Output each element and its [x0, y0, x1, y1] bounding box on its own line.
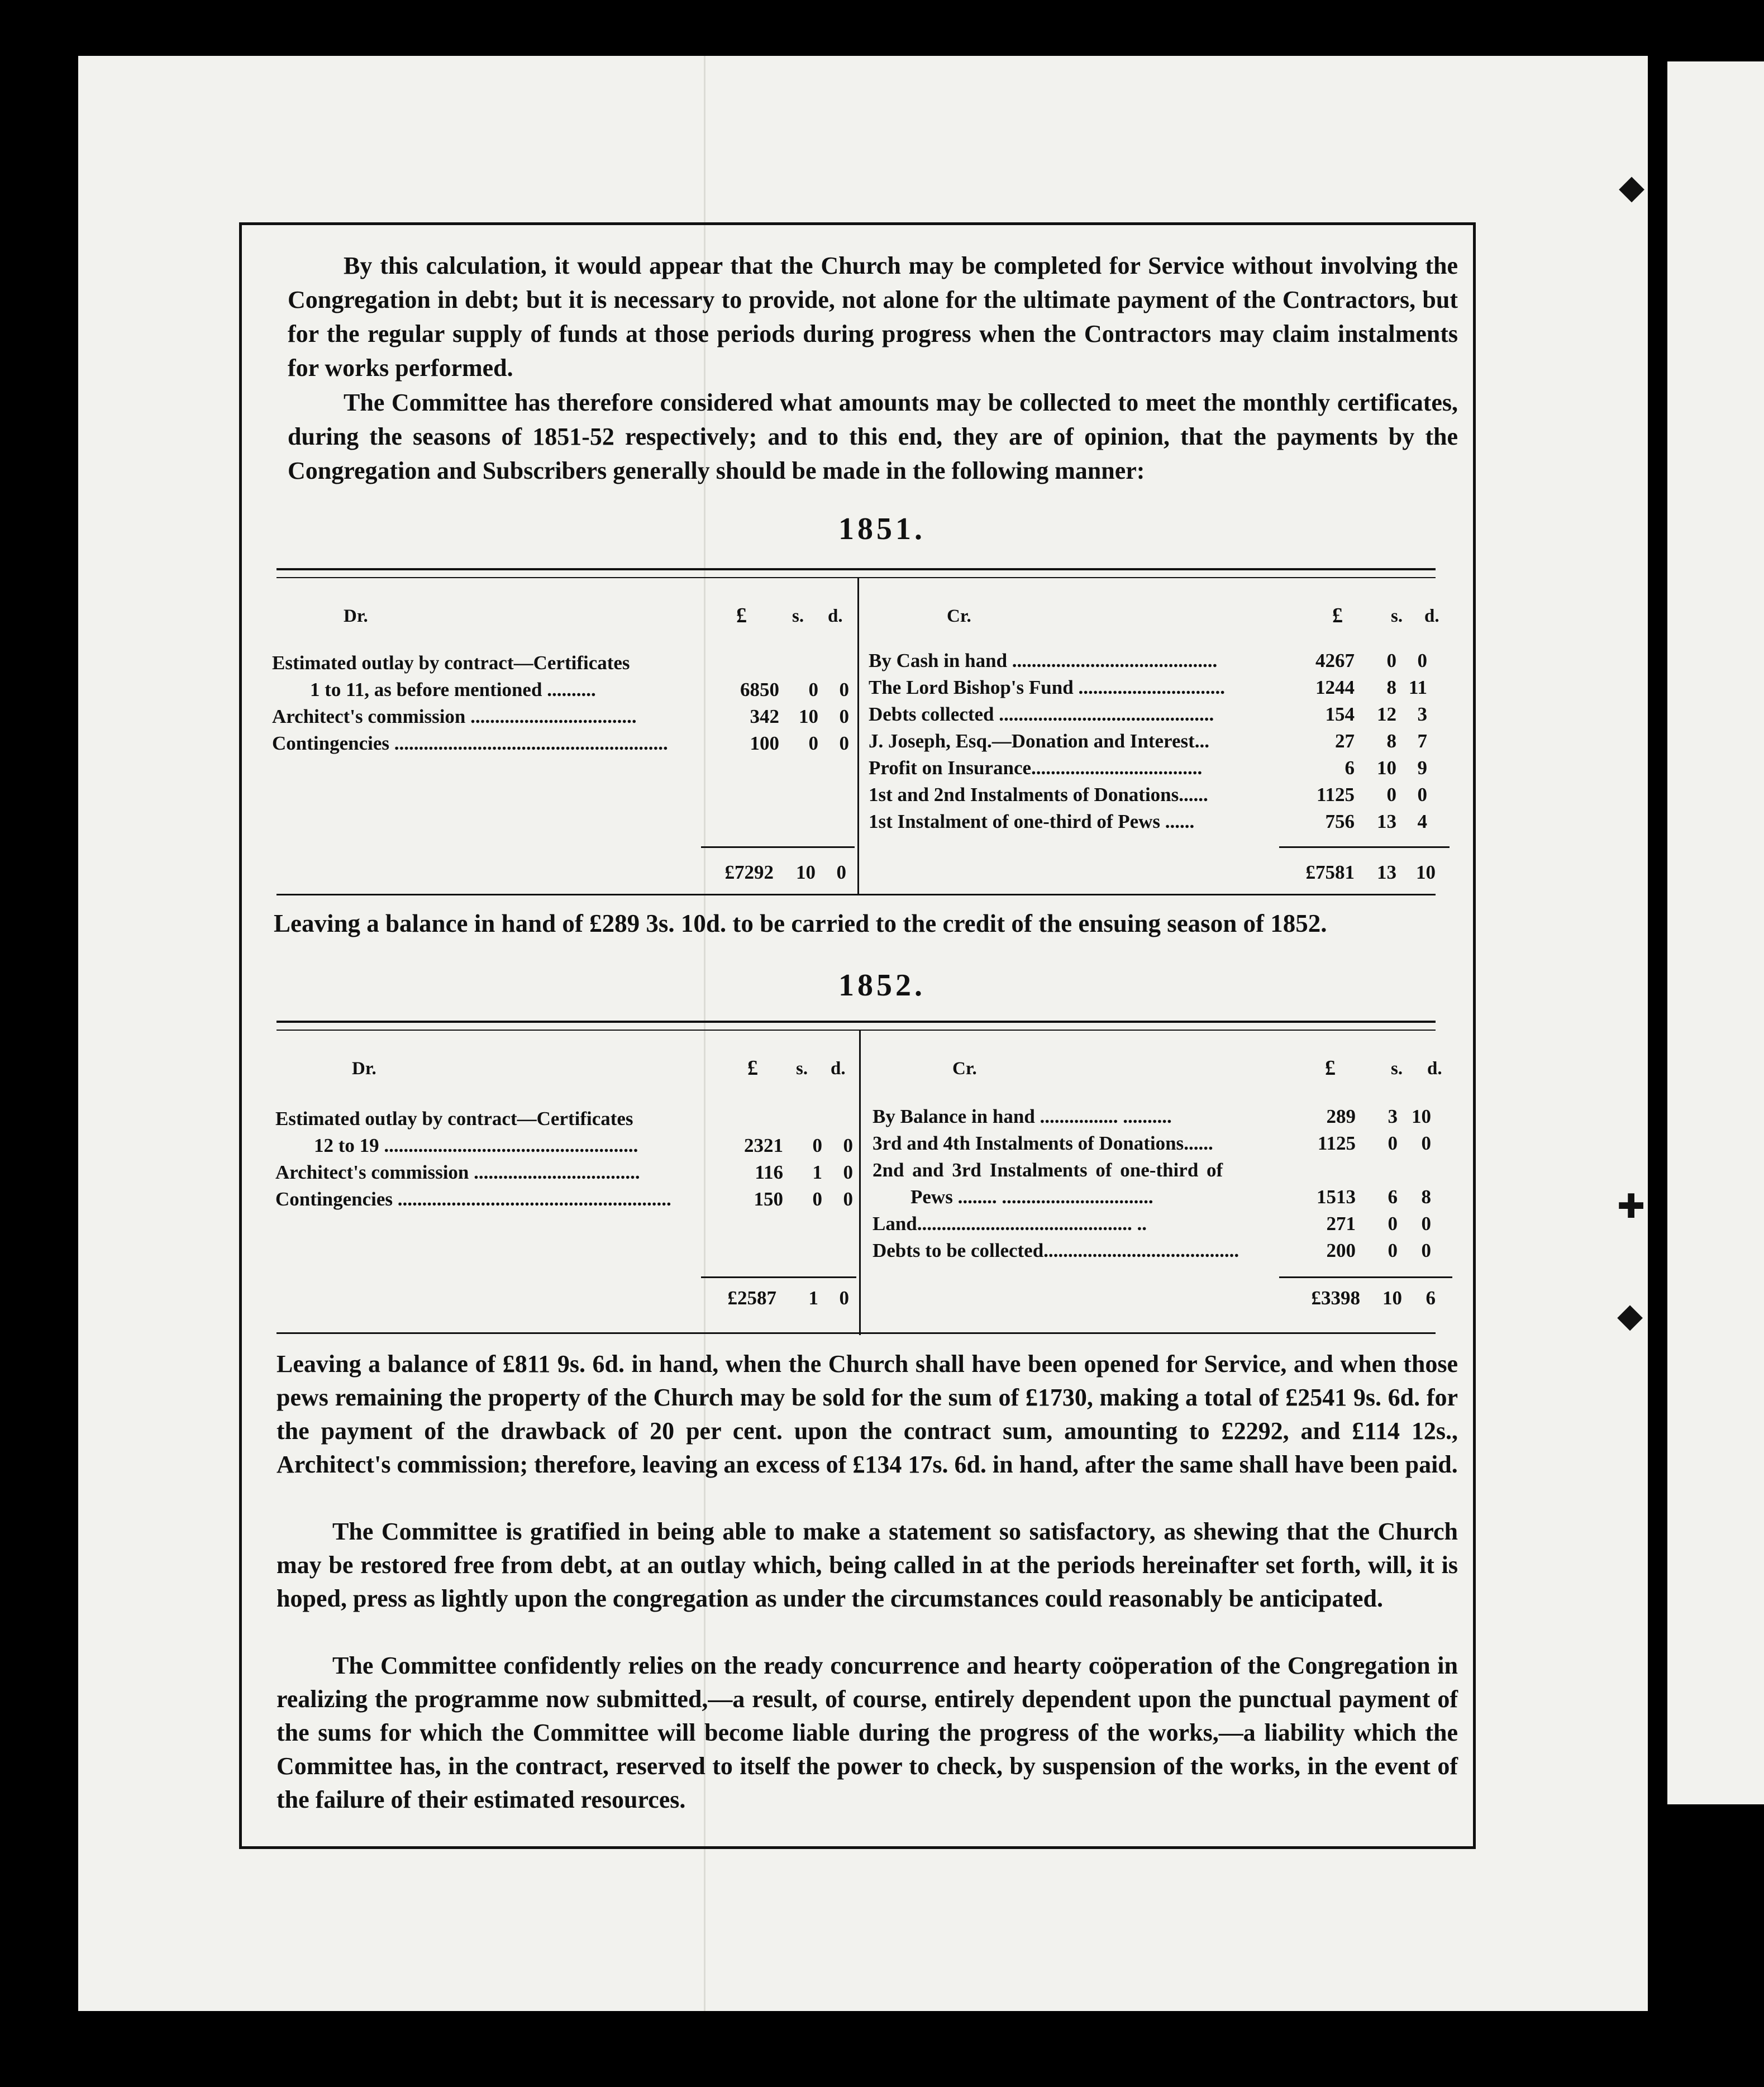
- pence-cell: 0: [1421, 1132, 1431, 1154]
- debit-total-1851: [695, 859, 857, 886]
- pence-heading-1852-dr: d.: [831, 1059, 846, 1079]
- shillings-cell: 3: [1388, 1106, 1398, 1127]
- table-row: [869, 782, 1450, 808]
- pence-cell: 0: [836, 861, 846, 883]
- pence-cell: 0: [843, 1188, 853, 1210]
- debit-total-rule-1851: [701, 846, 855, 848]
- pence-cell: 4: [1417, 811, 1427, 832]
- pounds-cell: 150: [754, 1188, 783, 1210]
- pence-cell: 11: [1408, 676, 1427, 698]
- row-label: Contingencies ........................................................: [272, 732, 668, 754]
- table-row: [873, 1211, 1453, 1237]
- pence-cell: 9: [1417, 757, 1427, 779]
- table-1851-bottom-rule: [276, 894, 1436, 895]
- adjacent-page-edge: [1667, 61, 1764, 1804]
- pounds-cell: 1513: [1317, 1186, 1356, 1208]
- table-1852-top-rule: [276, 1021, 1436, 1031]
- shillings-cell: 0: [808, 679, 818, 701]
- shilling-heading-1852-dr: s.: [796, 1059, 808, 1079]
- table-row: [275, 1106, 856, 1132]
- credit-total-rule-1852: [1279, 1276, 1452, 1278]
- shillings-cell: 1: [812, 1161, 822, 1183]
- table-1851-divider: [857, 578, 859, 894]
- shilling-heading-1852-cr: s.: [1391, 1059, 1403, 1079]
- table-row: [272, 703, 853, 730]
- row-label: Estimated outlay by contract—Certificates: [275, 1108, 633, 1130]
- credit-total-1851: [1274, 859, 1452, 886]
- pence-heading-1851-cr: d.: [1424, 606, 1439, 626]
- pence-cell: 0: [839, 1287, 849, 1309]
- shillings-cell: 10: [1377, 757, 1396, 779]
- table-row: [275, 1186, 856, 1213]
- pence-cell: 10: [1416, 861, 1436, 883]
- shillings-cell: 8: [1386, 676, 1396, 698]
- shillings-cell: 1: [808, 1287, 818, 1309]
- shilling-heading-1851-dr: s.: [792, 606, 804, 626]
- pounds-cell: 271: [1326, 1213, 1356, 1235]
- table-row: [314, 1132, 857, 1159]
- table-row: [869, 674, 1450, 701]
- pence-cell: 0: [1417, 650, 1427, 671]
- table-row: [310, 676, 853, 703]
- pounds-cell: 116: [755, 1161, 783, 1183]
- table-row: [272, 730, 853, 757]
- pounds-cell: £7292: [724, 861, 774, 883]
- debit-heading-1851: Dr.: [344, 606, 368, 626]
- table-row: [869, 755, 1450, 782]
- table-row: [869, 728, 1450, 755]
- closing-paragraph-2: The Committee is gratified in being able to make a statement so satisfactory, as shewing that the Church may be restored free from debt, at an outlay which, being called in at the periods hereinafter set forth, will, it is hoped, press as lightly upon the congregation as under the circumstances could reasonably be anticipated.: [276, 1518, 1458, 1612]
- adjacent-page-mark-2: ◆: [1617, 1296, 1643, 1335]
- pounds-cell: 1125: [1316, 784, 1355, 806]
- pound-heading-1852-dr: £: [747, 1056, 758, 1080]
- pounds-cell: 756: [1325, 811, 1355, 832]
- pounds-cell: £2587: [727, 1287, 776, 1309]
- shillings-cell: 12: [1377, 703, 1396, 725]
- pence-cell: 0: [843, 1161, 853, 1183]
- shillings-cell: 0: [1386, 650, 1396, 671]
- pounds-cell: 289: [1326, 1106, 1356, 1127]
- credit-heading-1851: Cr.: [947, 606, 971, 626]
- pence-cell: 3: [1417, 703, 1427, 725]
- pounds-cell: 4267: [1315, 650, 1355, 671]
- shillings-cell: 0: [808, 732, 818, 754]
- table-row: [873, 1130, 1453, 1157]
- table-row: [869, 701, 1450, 728]
- pounds-cell: 1125: [1317, 1132, 1356, 1154]
- pence-cell: 0: [1421, 1240, 1431, 1261]
- credit-heading-1852: Cr.: [952, 1059, 977, 1079]
- table-1852-bottom-rule: [276, 1332, 1436, 1334]
- row-label: 1 to 11, as before mentioned ..........: [310, 679, 596, 701]
- shillings-cell: 0: [812, 1135, 822, 1156]
- pence-cell: 6: [1425, 1287, 1436, 1309]
- table-row: [869, 808, 1450, 835]
- row-label: 1st and 2nd Instalments of Donations......: [869, 784, 1208, 806]
- debit-total-rule-1852: [701, 1276, 856, 1278]
- pence-heading-1852-cr: d.: [1427, 1059, 1442, 1079]
- row-label: By Cash in hand ..........................................: [869, 650, 1218, 671]
- row-label: Contingencies ........................................................: [275, 1188, 671, 1210]
- row-label: 1st Instalment of one-third of Pews ......: [869, 811, 1195, 832]
- table-row: [272, 650, 853, 676]
- balance-1851: Leaving a balance in hand of £289 3s. 10d. to be carried to the credit of the ensuing season of 1852.: [274, 909, 1327, 937]
- table-row: [873, 1184, 1453, 1211]
- row-label: Debts to be collected........................................: [873, 1240, 1239, 1261]
- shillings-cell: 10: [799, 706, 818, 727]
- table-row: [873, 1237, 1453, 1264]
- row-label: 3rd and 4th Instalments of Donations......: [873, 1132, 1213, 1154]
- pounds-cell: 27: [1335, 730, 1355, 752]
- pounds-cell: 200: [1326, 1240, 1356, 1261]
- adjacent-page-mark: ◆: [1619, 168, 1645, 207]
- pence-cell: 7: [1417, 730, 1427, 752]
- pence-cell: 0: [1421, 1213, 1431, 1235]
- pounds-cell: 6850: [740, 679, 779, 701]
- shillings-cell: 0: [812, 1188, 822, 1210]
- debit-total-1852: [698, 1285, 860, 1312]
- pence-cell: 8: [1421, 1186, 1431, 1208]
- credit-total-rule-1851: [1279, 846, 1450, 848]
- table-row: [873, 1103, 1453, 1130]
- pounds-cell: 154: [1325, 703, 1355, 725]
- row-label: Architect's commission ..................................: [275, 1161, 640, 1183]
- row-label: By Balance in hand ................ ..........: [873, 1106, 1172, 1127]
- row-label: Estimated outlay by contract—Certificates: [272, 652, 630, 674]
- row-label: J. Joseph, Esq.—Donation and Interest...: [869, 730, 1210, 752]
- pence-heading-1851-dr: d.: [828, 606, 843, 626]
- pence-cell: 10: [1412, 1106, 1431, 1127]
- closing-paragraph-3: The Committee confidently relies on the ready concurrence and hearty coöperation of the Congregation in realizing the programme now submitted,—a result, of course, entirely dependent upon the punctual payment of the sums for which the Committee will become liable during the progress of the works,—a liability which the Committee has, in the contract, reserved to itself the power to check, by suspension of the works, in the event of the failure of their estimated resources.: [276, 1652, 1458, 1813]
- pence-cell: 0: [843, 1135, 853, 1156]
- pounds-cell: 100: [750, 732, 779, 754]
- shillings-cell: 10: [796, 861, 816, 883]
- table-row: [869, 647, 1450, 674]
- shillings-cell: 0: [1388, 1213, 1398, 1235]
- pounds-cell: 342: [750, 706, 779, 727]
- table-row: [275, 1159, 856, 1186]
- row-label: The Lord Bishop's Fund ..............................: [869, 676, 1225, 698]
- shillings-cell: 0: [1386, 784, 1396, 806]
- pence-cell: 0: [839, 706, 849, 727]
- pounds-cell: 6: [1345, 757, 1355, 779]
- debit-heading-1852: Dr.: [352, 1059, 376, 1079]
- closing-paragraph-1: Leaving a balance of £811 9s. 6d. in hand, when the Church shall have been opened for Service, and when those pews remaining the property of the Church may be sold for the sum of £1730, making a total of £2541 9s. 6d. for the payment of the drawback of 20 per cent. upon the contract sum, amounting to £2292, and £114 12s., Architect's commission; therefore, leaving an excess of £134 17s. 6d. in hand, after the same shall have been paid.: [276, 1350, 1458, 1478]
- shillings-cell: 13: [1377, 861, 1396, 883]
- pence-cell: 0: [839, 679, 849, 701]
- row-label: Debts collected ............................................: [869, 703, 1214, 725]
- pounds-cell: 1244: [1315, 676, 1355, 698]
- pounds-cell: £7581: [1305, 861, 1355, 883]
- pence-cell: 0: [839, 732, 849, 754]
- pound-heading-1852-cr: £: [1325, 1056, 1336, 1080]
- year-heading-1851: 1851.: [838, 512, 926, 546]
- pounds-cell: 2321: [744, 1135, 783, 1156]
- row-label: Land............................................ ..: [873, 1213, 1147, 1235]
- row-label: 2nd and 3rd Instalments of one-third of: [873, 1159, 1223, 1181]
- row-label: Pews ........ ...............................: [910, 1186, 1153, 1208]
- shillings-cell: 0: [1388, 1132, 1398, 1154]
- shillings-cell: 13: [1377, 811, 1396, 832]
- pounds-cell: £3398: [1311, 1287, 1360, 1309]
- shillings-cell: 8: [1386, 730, 1396, 752]
- shillings-cell: 10: [1382, 1287, 1402, 1309]
- year-heading-1852: 1852.: [838, 968, 926, 1003]
- row-label: Architect's commission ..................................: [272, 706, 637, 727]
- credit-total-1852: [1274, 1285, 1452, 1312]
- row-label: Profit on Insurance...................................: [869, 757, 1203, 779]
- pence-cell: 0: [1417, 784, 1427, 806]
- row-label: 12 to 19 ....................................................: [314, 1135, 638, 1156]
- shillings-cell: 0: [1388, 1240, 1398, 1261]
- shillings-cell: 6: [1388, 1186, 1398, 1208]
- shilling-heading-1851-cr: s.: [1391, 606, 1403, 626]
- pound-heading-1851-dr: £: [736, 604, 747, 627]
- intro-paragraph-1: By this calculation, it would appear that the Church may be completed for Service without involving the Congregation in debt; but it is necessary to provide, not alone for the ultimate payment of the Contractors, but for the regular supply of funds at those periods during progress when the Contractors may claim instalments for works performed.: [288, 252, 1458, 382]
- intro-paragraph-2: The Committee has therefore considered what amounts may be collected to meet the monthly certificates, during the seasons of 1851-52 respectively; and to this end, they are of opinion, that the payments by the Congregation and Subscribers generally should be made in the following manner:: [288, 389, 1458, 484]
- table-1851-top-rule: [276, 568, 1436, 578]
- pound-heading-1851-cr: £: [1332, 604, 1343, 627]
- adjacent-page-cross-mark: ✚: [1617, 1187, 1646, 1226]
- table-row: [873, 1157, 1453, 1184]
